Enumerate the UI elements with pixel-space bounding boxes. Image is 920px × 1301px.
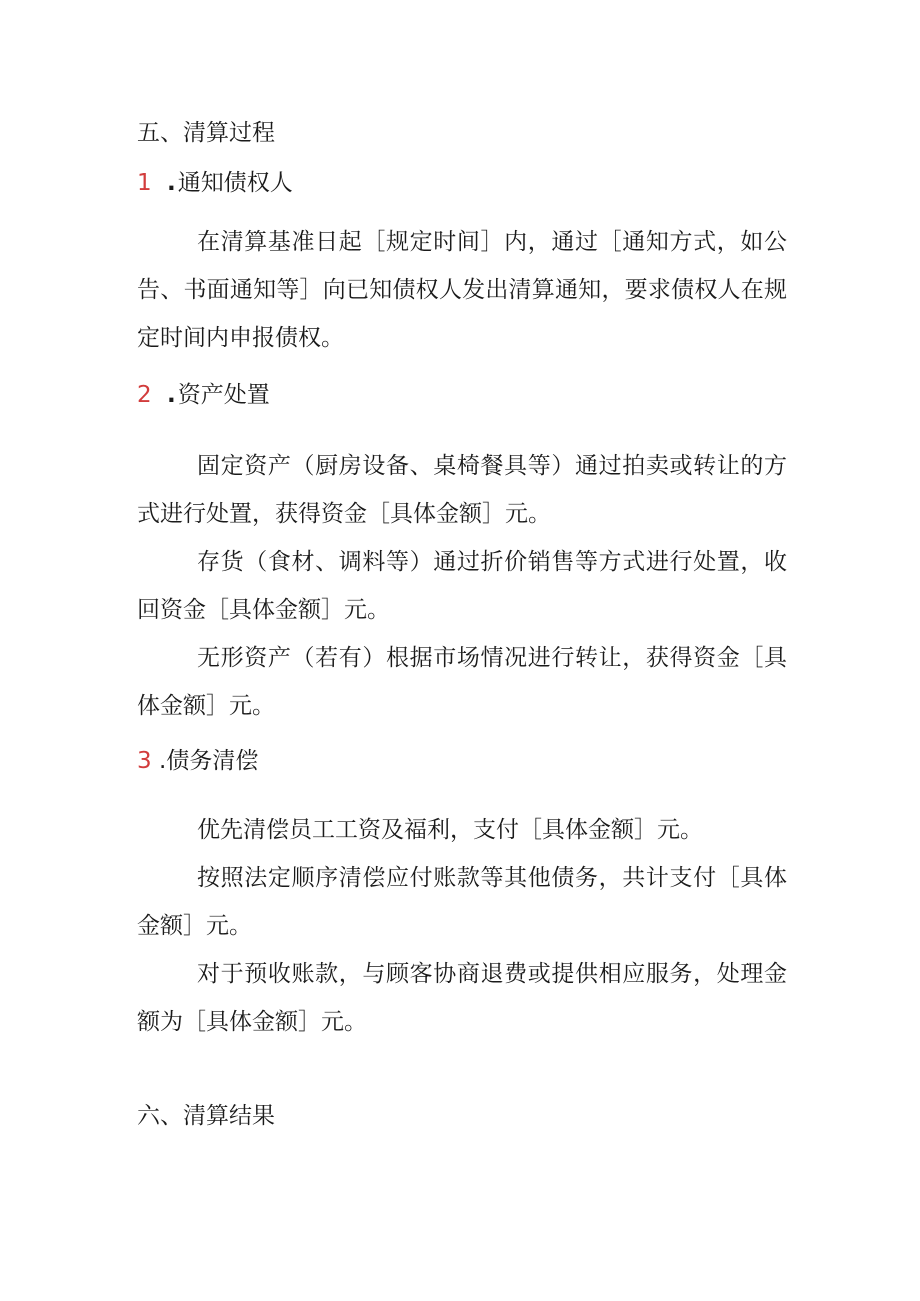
item-2-paragraph-1: 固定资产（厨房设备、桌椅餐具等）通过拍卖或转让的方式进行处置，获得资金［具体金额］元。 <box>137 453 787 527</box>
item-3-heading <box>137 746 258 776</box>
item-1-number: 1 <box>137 170 152 196</box>
item-3-paragraph-3: 对于预收账款，与顾客协商退费或提供相应服务，处理金额为［具体金额］元。 <box>137 961 787 1035</box>
item-2-dot: . <box>167 382 176 408</box>
item-2-heading <box>137 380 270 410</box>
item-3-title: 债务清偿 <box>166 748 259 774</box>
item-3-number: 3 <box>137 748 152 774</box>
item-3-paragraph-1: 优先清偿员工工资及福利，支付［具体金额］元。 <box>197 817 703 843</box>
item-3-dot: . <box>159 748 167 774</box>
item-2-number: 2 <box>137 382 152 408</box>
section-five-heading: 五、清算过程 <box>137 120 275 146</box>
item-1-heading <box>137 168 293 198</box>
item-1-paragraph-1: 在清算基准日起［规定时间］内，通过［通知方式，如公告、书面通知等］向已知债权人发出清算通知，要求债权人在规定时间内申报债权。 <box>137 229 787 351</box>
item-1-title: 通知债权人 <box>177 170 293 196</box>
item-2-title: 资产处置 <box>177 382 270 408</box>
item-3-paragraph-2: 按照法定顺序清偿应付账款等其他债务，共计支付［具体金额］元。 <box>137 865 787 939</box>
section-six-heading: 六、清算结果 <box>137 1103 275 1129</box>
item-2-paragraph-3: 无形资产（若有）根据市场情况进行转让，获得资金［具体金额］元。 <box>137 645 787 719</box>
item-2-paragraph-2: 存货（食材、调料等）通过折价销售等方式进行处置，收回资金［具体金额］元。 <box>137 549 787 623</box>
item-1-dot: . <box>167 170 176 196</box>
